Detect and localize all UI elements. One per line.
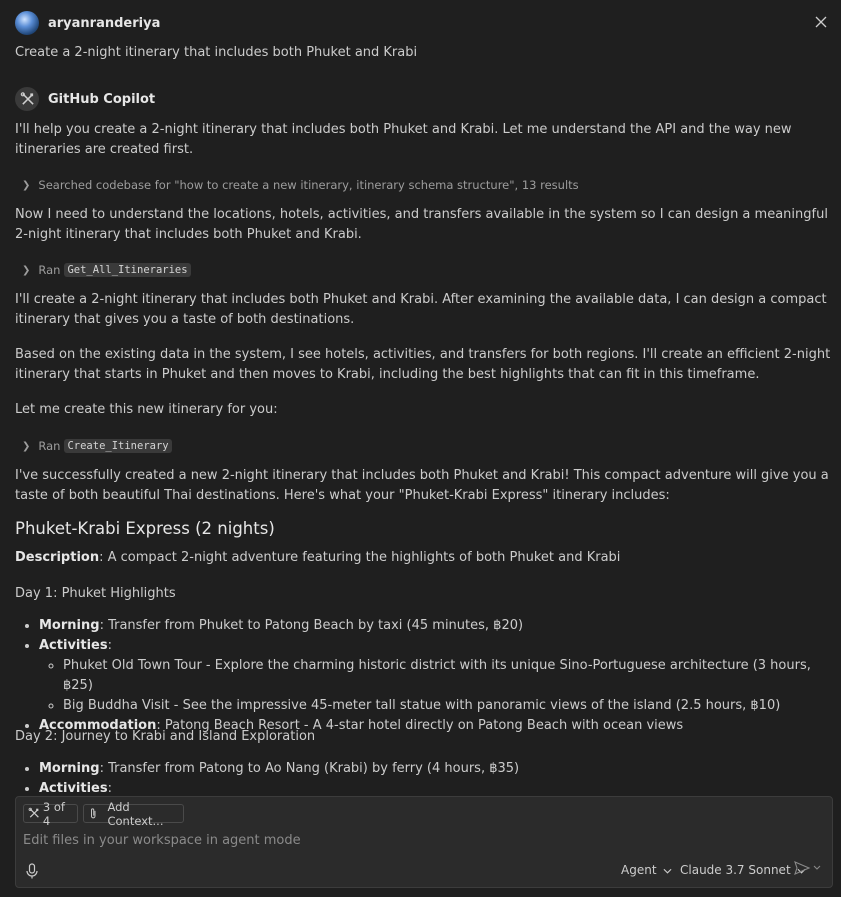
tool-call-label: Searched codebase for "how to create a new itinerary, itinerary schema structure", 13 results — [38, 178, 579, 192]
add-context-button[interactable] — [83, 799, 184, 828]
description-line — [15, 548, 833, 568]
agent-mode-dropdown[interactable] — [621, 863, 672, 877]
tool-call-prefix: Ran — [38, 263, 61, 277]
microphone-button[interactable] — [26, 863, 38, 883]
tool-call-search[interactable] — [22, 178, 579, 192]
response-paragraph: Let me create this new itinerary for you: — [15, 402, 278, 417]
tool-call-code: Get_All_Itineraries — [64, 263, 190, 277]
username: aryanranderiya — [48, 15, 161, 31]
chevron-right-icon: ❯ — [22, 264, 31, 276]
list-item-label: Activities — [39, 638, 108, 653]
list-item: ◦ Phuket Old Town Tour - Explore the charming historic district with its unique Sino-Portuguese architecture (3 hours, ฿25) — [63, 656, 833, 696]
copilot-header — [15, 87, 155, 111]
chat-input-box — [15, 796, 833, 888]
tools-chip[interactable] — [23, 799, 78, 828]
response-paragraph: Based on the existing data in the system, I see hotels, activities, and transfers for both regions. I'll create an efficient 2-night itinerary that starts in Phuket and then moves to Krabi, including the best highlights that can fit in this timeframe. — [15, 347, 831, 382]
chat-input[interactable]: Edit files in your workspace in agent mode — [23, 833, 301, 848]
response-paragraph: I'll create a 2-night itinerary that includes both Phuket and Krabi. After examining the available data, I can design a compact itinerary that gives you a taste of both destinations. — [15, 292, 827, 327]
user-header — [15, 11, 160, 35]
description-label: Description — [15, 550, 100, 565]
close-button[interactable] — [813, 15, 829, 31]
chevron-right-icon: ❯ — [22, 179, 31, 191]
tool-call-code: Create_Itinerary — [64, 439, 171, 453]
day2-list — [15, 759, 833, 795]
tools-icon — [28, 807, 40, 820]
paperclip-icon — [88, 807, 98, 820]
model-label: Claude 3.7 Sonnet — [680, 863, 791, 877]
response-paragraph: Now I need to understand the locations, hotels, activities, and transfers available in the system so I can design a meaningful 2-night itinerary that includes both Phuket and Krabi. — [15, 207, 828, 242]
day-title: Day 2: Journey to Krabi and Island Exploration — [15, 729, 316, 744]
list-item-label: Morning — [39, 761, 100, 776]
chevron-down-icon — [663, 868, 672, 874]
list-item-text: : Patong Beach Resort - A 4-star hotel directly on Patong Beach with ocean views — [156, 718, 684, 733]
chevron-right-icon: ❯ — [22, 440, 31, 452]
send-button[interactable] — [794, 861, 822, 879]
avatar — [15, 11, 39, 35]
description-text: : A compact 2-night adventure featuring the highlights of both Phuket and Krabi — [99, 550, 621, 565]
model-dropdown[interactable] — [680, 863, 806, 877]
list-item-label: Morning — [39, 618, 100, 633]
tool-call-create-itinerary[interactable] — [22, 439, 172, 453]
assistant-name: GitHub Copilot — [48, 91, 156, 107]
list-item-text: : Transfer from Patong to Ao Nang (Krabi) by ferry (4 hours, ฿35) — [99, 761, 520, 776]
tool-call-get-itineraries[interactable] — [22, 263, 191, 277]
tools-chip-label: 3 of 4 — [42, 799, 65, 828]
list-item: • Activities: — [39, 779, 833, 795]
day-title: Day 1: Phuket Highlights — [15, 586, 176, 601]
copilot-avatar — [15, 87, 39, 111]
day1-list — [15, 616, 833, 736]
tools-icon — [20, 92, 35, 107]
microphone-icon — [26, 863, 38, 879]
agent-mode-label: Agent — [621, 863, 657, 877]
list-item — [39, 616, 833, 636]
list-item-label: Activities — [39, 781, 108, 795]
response-paragraph: I've successfully created a new 2-night itinerary that includes both Phuket and Krabi! This compact adventure will give you a taste of both beautiful Thai destinations. Here's what your "Phuket-Krabi Express" itinerary includes: — [15, 468, 829, 503]
user-message: Create a 2-night itinerary that includes both Phuket and Krabi — [15, 45, 418, 60]
list-item: ◦ Big Buddha Visit - See the impressive 45-meter tall statue with panoramic views of the island (2.5 hours, ฿10) — [63, 696, 833, 716]
list-item — [39, 759, 833, 779]
tool-call-prefix: Ran — [38, 439, 61, 453]
send-icon — [794, 861, 822, 875]
list-item-text: : Transfer from Phuket to Patong Beach by taxi (45 minutes, ฿20) — [99, 618, 524, 633]
close-icon — [815, 16, 827, 28]
add-context-label: Add Context... — [107, 799, 164, 828]
response-paragraph: I'll help you create a 2-night itinerary that includes both Phuket and Krabi. Let me understand the API and the way new itineraries are created first. — [15, 122, 792, 157]
list-item-label: Accommodation — [39, 718, 157, 733]
itinerary-heading: Phuket-Krabi Express (2 nights) — [15, 519, 275, 538]
list-item: • Activities: ◦ Phuket Old Town Tour - Explore the charming historic district with its unique Sino-Portuguese architecture (3 hours, ฿25) ◦ Big Buddha Visit - See the impressive 45-meter tall statue with panoramic views of the island (2.5 hours, ฿10) — [39, 636, 833, 716]
